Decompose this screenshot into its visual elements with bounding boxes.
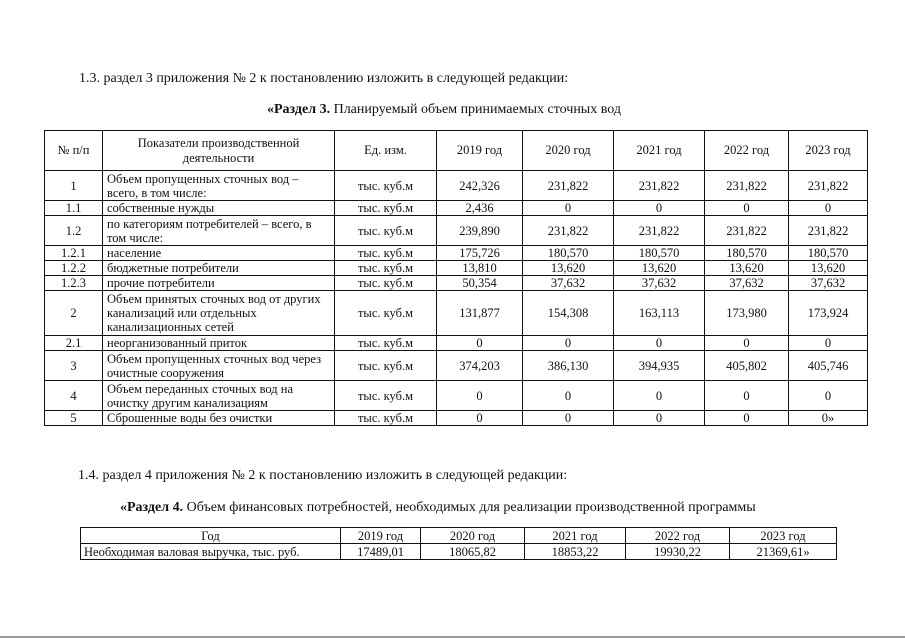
cell-indicator: Объем переданных сточных вод на очистку другим канализациям: [103, 381, 335, 411]
cell-revenue-label: Необходимая валовая выручка, тыс. руб.: [81, 544, 341, 560]
col-header-indicator: Показатели производственной деятельности: [103, 131, 335, 171]
cell-2019: 131,877: [437, 291, 523, 336]
cell-2022: 0: [705, 201, 789, 216]
section-4-title-bold: «Раздел 4.: [120, 500, 184, 515]
cell-2020: 13,620: [523, 261, 614, 276]
planned-wastewater-table: [44, 130, 868, 426]
cell-2021: 13,620: [614, 261, 705, 276]
scan-edge-line: [0, 636, 905, 638]
section-4-title-rest: Объем финансовых потребностей, необходимых для реализации производственной программы: [183, 500, 756, 515]
cell-unit: тыс. куб.м: [335, 276, 437, 291]
section-4-title: [120, 500, 756, 516]
col-header-2021: 2021 год: [525, 528, 626, 544]
cell-unit: тыс. куб.м: [335, 201, 437, 216]
cell-2023: 173,924: [789, 291, 868, 336]
cell-2023: 180,570: [789, 246, 868, 261]
table-row: [45, 411, 868, 426]
cell-2023: 0: [789, 201, 868, 216]
cell-number: 1.2.1: [45, 246, 103, 261]
cell-2022: 231,822: [705, 216, 789, 246]
section-3-title-rest: Планируемый объем принимаемых сточных вод: [330, 102, 621, 117]
col-header-year: Год: [81, 528, 341, 544]
cell-unit: тыс. куб.м: [335, 261, 437, 276]
cell-2019: 13,810: [437, 261, 523, 276]
cell-2021: 394,935: [614, 351, 705, 381]
table-row: [45, 246, 868, 261]
cell-2020: 0: [523, 411, 614, 426]
cell-2023: 0»: [789, 411, 868, 426]
cell-unit: тыс. куб.м: [335, 291, 437, 336]
cell-2022: 37,632: [705, 276, 789, 291]
cell-2021: 18853,22: [525, 544, 626, 560]
cell-indicator: прочие потребители: [103, 276, 335, 291]
cell-number: 2.1: [45, 336, 103, 351]
cell-indicator: население: [103, 246, 335, 261]
table-row: [45, 216, 868, 246]
col-header-2022: 2022 год: [705, 131, 789, 171]
table-header-row: [81, 528, 837, 544]
cell-2019: 0: [437, 336, 523, 351]
col-header-2023: 2023 год: [730, 528, 837, 544]
cell-2023: 231,822: [789, 216, 868, 246]
cell-2020: 18065,82: [421, 544, 525, 560]
cell-2022: 231,822: [705, 171, 789, 201]
cell-2023: 13,620: [789, 261, 868, 276]
cell-number: 1.1: [45, 201, 103, 216]
cell-number: 2: [45, 291, 103, 336]
table-row: [45, 291, 868, 336]
cell-indicator: Объем пропущенных сточных вод – всего, в том числе:: [103, 171, 335, 201]
table-row: [45, 201, 868, 216]
cell-unit: тыс. куб.м: [335, 216, 437, 246]
cell-2019: 374,203: [437, 351, 523, 381]
cell-number: 1.2.3: [45, 276, 103, 291]
cell-2020: 0: [523, 336, 614, 351]
cell-2021: 0: [614, 336, 705, 351]
cell-2019: 242,326: [437, 171, 523, 201]
cell-unit: тыс. куб.м: [335, 411, 437, 426]
cell-number: 1: [45, 171, 103, 201]
cell-2023: 0: [789, 336, 868, 351]
cell-number: 4: [45, 381, 103, 411]
cell-number: 3: [45, 351, 103, 381]
cell-2023: 21369,61»: [730, 544, 837, 560]
section-3-title-bold: «Раздел 3.: [267, 102, 331, 117]
cell-indicator: собственные нужды: [103, 201, 335, 216]
cell-indicator: Объем пропущенных сточных вод через очистные сооружения: [103, 351, 335, 381]
cell-2020: 0: [523, 381, 614, 411]
cell-2020: 0: [523, 201, 614, 216]
financial-needs-table: [80, 527, 837, 560]
cell-2020: 231,822: [523, 216, 614, 246]
cell-indicator: Объем принятых сточных вод от других канализаций или отдельных канализационных сетей: [103, 291, 335, 336]
cell-number: 5: [45, 411, 103, 426]
section-3-title: [267, 102, 621, 118]
col-header-unit: Ед. изм.: [335, 131, 437, 171]
table-row: [45, 276, 868, 291]
cell-2022: 180,570: [705, 246, 789, 261]
cell-unit: тыс. куб.м: [335, 381, 437, 411]
table-row: [45, 336, 868, 351]
table-row: [81, 544, 837, 560]
cell-2021: 163,113: [614, 291, 705, 336]
cell-unit: тыс. куб.м: [335, 171, 437, 201]
cell-2019: 0: [437, 381, 523, 411]
cell-2019: 239,890: [437, 216, 523, 246]
cell-2022: 19930,22: [626, 544, 730, 560]
cell-2023: 405,746: [789, 351, 868, 381]
cell-2021: 0: [614, 381, 705, 411]
cell-unit: тыс. куб.м: [335, 351, 437, 381]
col-header-2019: 2019 год: [437, 131, 523, 171]
col-header-number: № п/п: [45, 131, 103, 171]
cell-2021: 231,822: [614, 171, 705, 201]
cell-2021: 37,632: [614, 276, 705, 291]
table-row: [45, 351, 868, 381]
cell-2019: 50,354: [437, 276, 523, 291]
cell-number: 1.2: [45, 216, 103, 246]
cell-2021: 180,570: [614, 246, 705, 261]
cell-indicator: бюджетные потребители: [103, 261, 335, 276]
cell-indicator: Сброшенные воды без очистки: [103, 411, 335, 426]
col-header-2019: 2019 год: [341, 528, 421, 544]
cell-2021: 0: [614, 411, 705, 426]
cell-2023: 0: [789, 381, 868, 411]
cell-2020: 386,130: [523, 351, 614, 381]
cell-2022: 13,620: [705, 261, 789, 276]
paragraph-1-4: 1.4. раздел 4 приложения № 2 к постановлению изложить в следующей редакции:: [78, 468, 568, 483]
cell-2020: 154,308: [523, 291, 614, 336]
cell-2019: 175,726: [437, 246, 523, 261]
table-row: [45, 261, 868, 276]
col-header-2023: 2023 год: [789, 131, 868, 171]
cell-2019: 0: [437, 411, 523, 426]
cell-indicator: по категориям потребителей – всего, в том числе:: [103, 216, 335, 246]
cell-2019: 17489,01: [341, 544, 421, 560]
cell-2021: 0: [614, 201, 705, 216]
table-row: [45, 381, 868, 411]
cell-2020: 231,822: [523, 171, 614, 201]
table-row: [45, 171, 868, 201]
table-header-row: [45, 131, 868, 171]
cell-number: 1.2.2: [45, 261, 103, 276]
col-header-2020: 2020 год: [421, 528, 525, 544]
col-header-2022: 2022 год: [626, 528, 730, 544]
cell-2022: 0: [705, 411, 789, 426]
cell-2022: 173,980: [705, 291, 789, 336]
cell-2019: 2,436: [437, 201, 523, 216]
cell-2020: 37,632: [523, 276, 614, 291]
cell-unit: тыс. куб.м: [335, 336, 437, 351]
cell-2022: 405,802: [705, 351, 789, 381]
cell-2022: 0: [705, 381, 789, 411]
cell-2023: 37,632: [789, 276, 868, 291]
cell-indicator: неорганизованный приток: [103, 336, 335, 351]
cell-2023: 231,822: [789, 171, 868, 201]
cell-2021: 231,822: [614, 216, 705, 246]
col-header-2021: 2021 год: [614, 131, 705, 171]
paragraph-1-3: 1.3. раздел 3 приложения № 2 к постановлению изложить в следующей редакции:: [79, 71, 569, 86]
cell-2022: 0: [705, 336, 789, 351]
col-header-2020: 2020 год: [523, 131, 614, 171]
cell-2020: 180,570: [523, 246, 614, 261]
cell-unit: тыс. куб.м: [335, 246, 437, 261]
